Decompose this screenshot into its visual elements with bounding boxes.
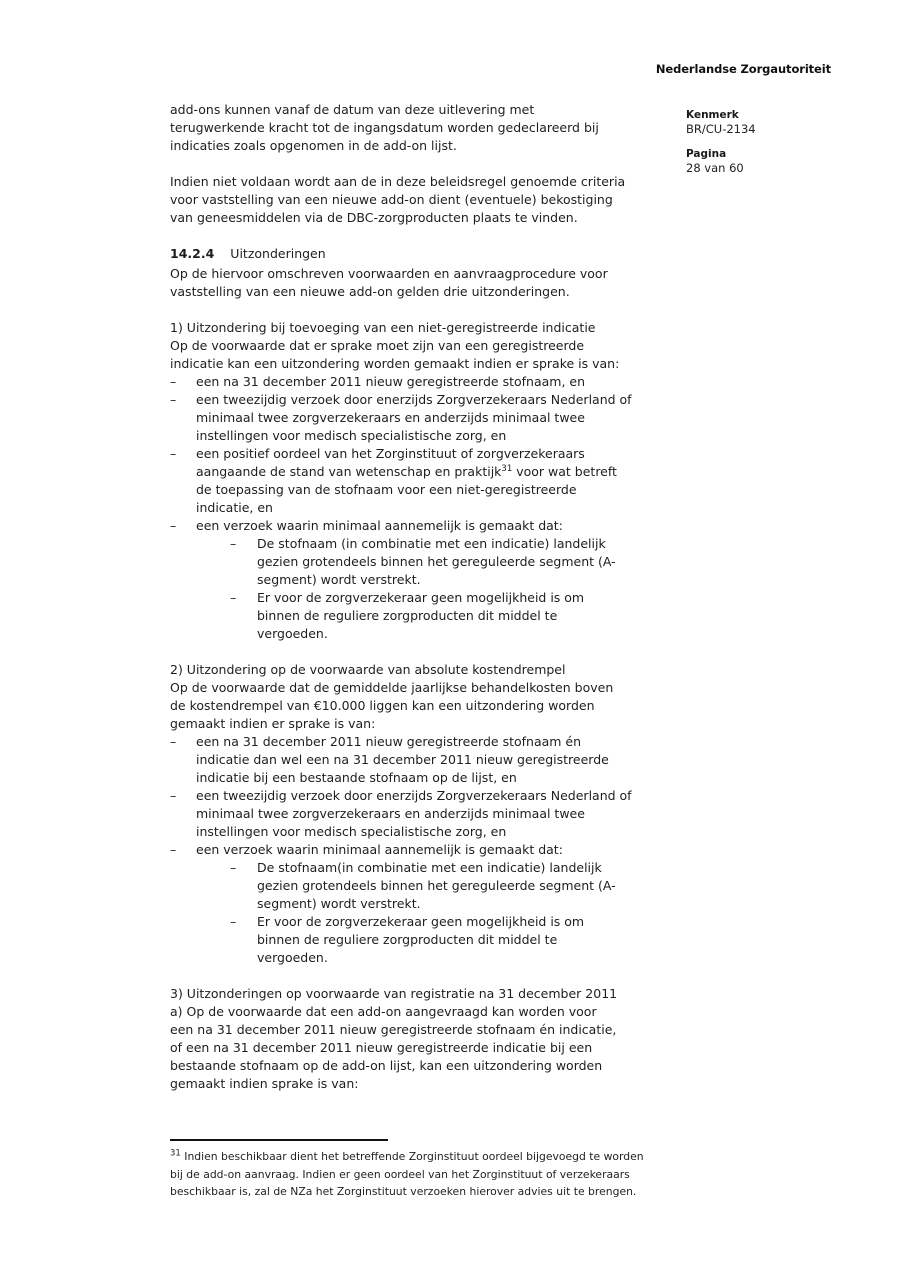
- sub-bullet-item: [230, 913, 694, 967]
- bullet-text: een na 31 december 2011 nieuw geregistreerde stofnaam, en: [196, 374, 586, 389]
- bullet-dash: –: [170, 842, 177, 857]
- page-number: 28 van 60: [686, 161, 744, 175]
- bullet-item: [170, 787, 694, 841]
- footnote-ref: 31: [170, 1148, 181, 1159]
- bullet-dash: –: [170, 446, 177, 461]
- bullet-text: Er voor de zorgverzekeraar geen mogelijkheid is om binnen de reguliere zorgproducten dit middel te vergoeden.: [257, 914, 585, 965]
- bullet-text: een tweezijdig verzoek door enerzijds Zorgverzekeraars Nederland of minimaal twee zorgverzekeraars en anderzijds minimaal twee instellingen voor medisch specialistische zorg, en: [196, 788, 632, 839]
- bullet-list: [170, 373, 694, 643]
- kenmerk-label: Kenmerk: [686, 109, 739, 121]
- bullet-dash: –: [170, 734, 177, 749]
- bullet-dash: –: [170, 788, 177, 803]
- section-title: Uitzonderingen: [230, 246, 326, 261]
- bullet-dash: –: [170, 392, 177, 407]
- bullet-dash: –: [170, 518, 177, 533]
- bullet-dash: –: [230, 860, 237, 875]
- bullet-dash: –: [230, 914, 237, 929]
- section-number: 14.2.4: [170, 246, 215, 261]
- footnote-ref: 31: [501, 463, 513, 474]
- sub-bullet-item: [230, 589, 694, 643]
- sub-bullet-item: [230, 859, 694, 913]
- sub-bullet-item: [230, 535, 694, 589]
- section-heading: [170, 245, 694, 263]
- bullet-text: een positief oordeel van het Zorginstituut of zorgverzekeraars aangaande de stand van wetenschap en praktijk$^{31}$ voor wat betreft de toepassing van de stofnaam voor een niet-geregistreerde indicatie, en: [196, 446, 617, 515]
- bullet-item: [170, 445, 694, 517]
- bullet-item: [170, 373, 694, 391]
- meta-kenmerk: [686, 109, 846, 137]
- bullet-text: De stofnaam(in combinatie met een indicatie) landelijk gezien grotendeels binnen het gereguleerde segment (A- segment) wordt verstrekt.: [257, 860, 616, 911]
- bullet-dash: –: [170, 374, 177, 389]
- bullet-item: [170, 391, 694, 445]
- bullet-text: De stofnaam (in combinatie met een indicatie) landelijk gezien grotendeels binnen het gereguleerde segment (A- segment) wordt verstrekt.: [257, 536, 616, 587]
- sub-bullet-list: [170, 535, 694, 643]
- footnote-rule: [170, 1139, 388, 1141]
- organization-name: Nederlandse Zorgautoriteit: [655, 62, 831, 76]
- pagina-label: Pagina: [686, 148, 727, 160]
- bullet-text: Er voor de zorgverzekeraar geen mogelijkheid is om binnen de reguliere zorgproducten dit middel te vergoeden.: [257, 590, 585, 641]
- document-body: [170, 101, 694, 1093]
- kenmerk-value: BR/CU-2134: [686, 122, 756, 136]
- bullet-text: een na 31 december 2011 nieuw geregistreerde stofnaam én indicatie dan wel een na 31 december 2011 nieuw geregistreerde indicatie bij een bestaande stofnaam op de lijst, en: [196, 734, 609, 785]
- bullet-dash: –: [230, 536, 237, 551]
- sub-bullet-list: [170, 859, 694, 967]
- meta-pagina: [686, 148, 846, 176]
- footnote: [170, 1139, 682, 1201]
- paragraph: 2) Uitzondering op de voorwaarde van absolute kostendrempel Op de voorwaarde dat de gemiddelde jaarlijkse behandelkosten boven de kostendrempel van €10.000 liggen kan een uitzondering worden gemaakt indien er sprake is van:: [170, 662, 614, 731]
- bullet-item: [170, 733, 694, 787]
- bullet-list: [170, 733, 694, 967]
- footnote-text: $^{31}$ Indien beschikbaar dient het betreffende Zorginstituut oordeel bijgevoegd te worden bij de add-on aanvraag. Indien er geen oordeel van het Zorginstituut of verzekeraars beschikbaar is, zal de NZa het Zorginstituut verzoeken hierover advies uit te brengen.: [170, 1148, 644, 1198]
- document-meta: [686, 109, 846, 176]
- paragraph: Indien niet voldaan wordt aan de in deze beleidsregel genoemde criteria voor vaststelling van een nieuwe add-on dient (eventuele) bekostiging van geneesmiddelen via de DBC-zorgproducten plaats te vinden.: [170, 174, 626, 225]
- bullet-item: [170, 841, 694, 859]
- bullet-item: [170, 517, 694, 535]
- bullet-dash: –: [230, 590, 237, 605]
- bullet-text: een verzoek waarin minimaal aannemelijk is gemaakt dat:: [196, 842, 563, 857]
- paragraph: Op de hiervoor omschreven voorwaarden en aanvraagprocedure voor vaststelling van een nieuwe add-on gelden drie uitzonderingen.: [170, 266, 608, 299]
- paragraph: add-ons kunnen vanaf de datum van deze uitlevering met terugwerkende kracht tot de ingangsdatum worden gedeclareerd bij indicaties zoals opgenomen in de add-on lijst.: [170, 102, 599, 153]
- bullet-text: een tweezijdig verzoek door enerzijds Zorgverzekeraars Nederland of minimaal twee zorgverzekeraars en anderzijds minimaal twee instellingen voor medisch specialistische zorg, en: [196, 392, 632, 443]
- paragraph: 3) Uitzonderingen op voorwaarde van registratie na 31 december 2011 a) Op de voorwaarde dat een add-on aangevraagd kan worden voor een na 31 december 2011 nieuw geregistreerde stofnaam én indicatie, of een na 31 december 2011 nieuw geregistreerde indicatie bij een bestaande stofnaam op de add-on lijst, kan een uitzondering worden gemaakt indien sprake is van:: [170, 986, 618, 1091]
- bullet-text: een verzoek waarin minimaal aannemelijk is gemaakt dat:: [196, 518, 563, 533]
- paragraph: 1) Uitzondering bij toevoeging van een niet-geregistreerde indicatie Op de voorwaarde dat er sprake moet zijn van een geregistreerde indicatie kan een uitzondering worden gemaakt indien er sprake is van:: [170, 320, 620, 371]
